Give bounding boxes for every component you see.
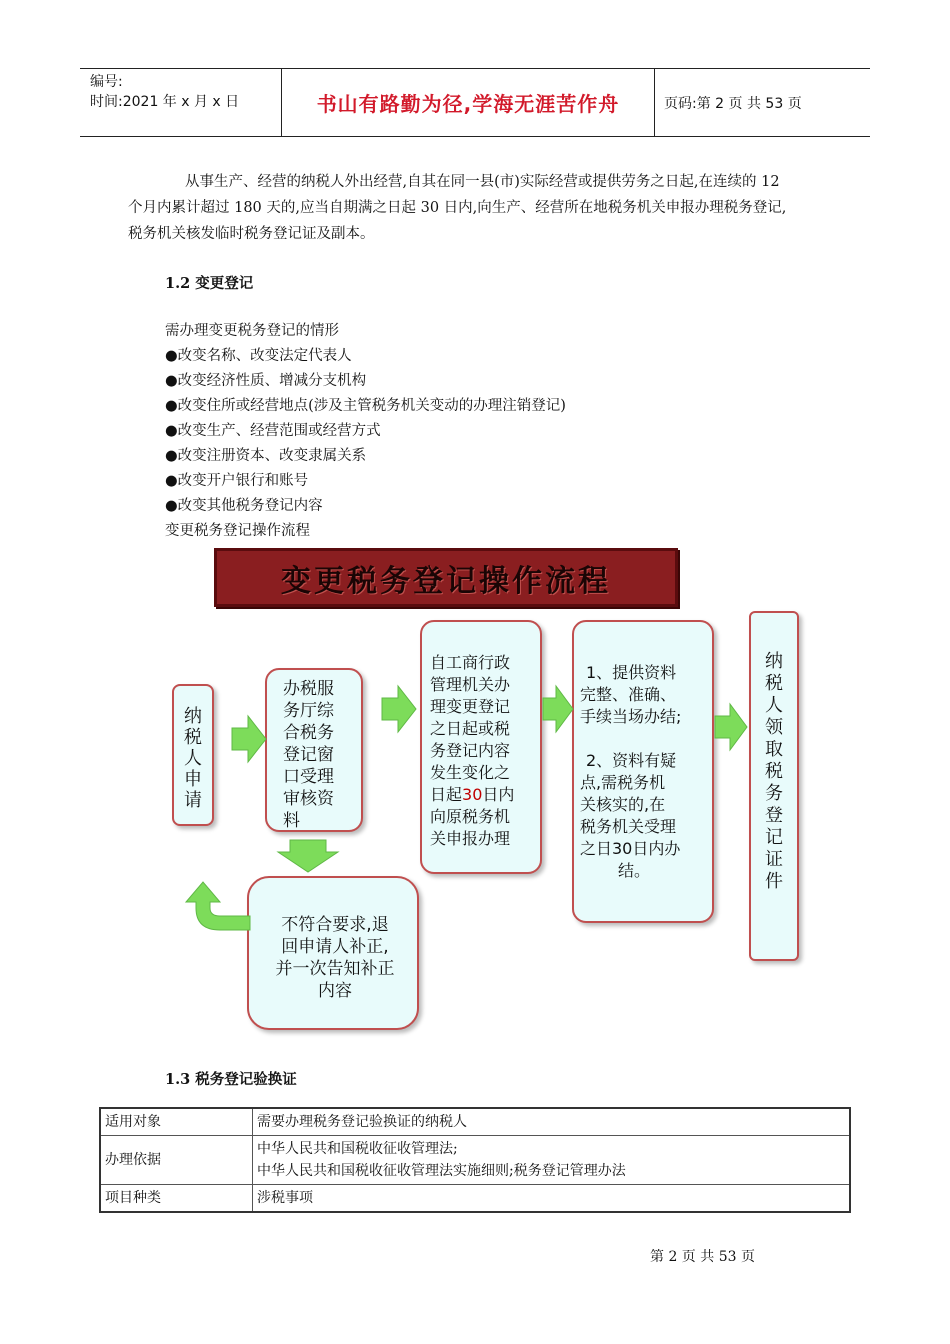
header-top-rule bbox=[80, 68, 870, 69]
page-footer: 第 2 页 共 53 页 bbox=[650, 1249, 755, 1265]
right-arrow-icon bbox=[232, 716, 266, 762]
header-bottom-rule bbox=[80, 136, 870, 137]
flowchart-title: 变更税务登记操作流程 bbox=[281, 563, 611, 599]
flow-text-line: 手续当场办结; bbox=[580, 707, 682, 726]
flow-text-line: 不符合要求,退 bbox=[281, 915, 389, 935]
right-arrow-icon bbox=[382, 686, 416, 732]
flow-box-reject-text bbox=[269, 914, 401, 1002]
flow-text-line: 2、资料有疑 bbox=[586, 751, 677, 770]
table-value-cell bbox=[253, 1136, 851, 1185]
table-value-cell bbox=[253, 1185, 851, 1213]
flow-box-deadline-text bbox=[430, 652, 540, 850]
section-heading: 1.3 税务登记验换证 bbox=[165, 1071, 297, 1088]
flow-box-process-text bbox=[580, 662, 712, 882]
table-value-line: 涉税事项 bbox=[257, 1190, 313, 1206]
list-item: ●改变名称、改变法定代表人 bbox=[165, 348, 352, 364]
flowchart-title-banner bbox=[214, 548, 678, 607]
table-row bbox=[100, 1136, 850, 1185]
doc-number-label: 编号: bbox=[90, 74, 123, 90]
flow-text-line: 税务机关受理 bbox=[580, 817, 677, 836]
flow-text-line: 理变更登记 bbox=[430, 697, 511, 716]
flow-text-line: 日起 bbox=[430, 785, 463, 804]
flow-box-hall-text: 办税服务厅综合税务登记窗口受理审核资料 bbox=[283, 679, 334, 831]
list-item: ●改变生产、经营范围或经营方式 bbox=[165, 423, 381, 439]
renewal-info-table bbox=[99, 1107, 851, 1213]
table-value-line: 中华人民共和国税收征收管理法实施细则;税务登记管理办法 bbox=[257, 1163, 626, 1179]
highlight-number: 30 bbox=[462, 785, 483, 804]
flow-text-line: 管理机关办 bbox=[430, 675, 511, 694]
table-label-cell: 办理依据 bbox=[100, 1136, 253, 1185]
flow-text-line: 1、提供资料 bbox=[586, 663, 677, 682]
table-value-line: 中华人民共和国税收征收管理法; bbox=[257, 1141, 458, 1157]
list-item: ●改变其他税务登记内容 bbox=[165, 498, 323, 514]
flow-caption: 变更税务登记操作流程 bbox=[165, 523, 310, 539]
flow-text-line: 务登记内容 bbox=[430, 741, 511, 760]
flow-text-line: 内容 bbox=[318, 981, 352, 1001]
right-arrow-icon bbox=[715, 704, 747, 750]
flow-box-result-text: 纳税人领取税务登记证件 bbox=[765, 651, 783, 892]
flow-text-line: 回申请人补正, bbox=[281, 937, 389, 957]
header-divider bbox=[654, 68, 655, 136]
flow-box-process bbox=[572, 620, 714, 923]
table-value-cell bbox=[253, 1108, 851, 1136]
return-arrow-icon bbox=[186, 882, 250, 952]
flow-box-apply bbox=[172, 684, 214, 826]
paragraph-line: 个月内累计超过 180 天的,应当自期满之日起 30 日内,向生产、经营所在地税务机关申报办理税务登记, bbox=[128, 200, 787, 216]
right-arrow-icon bbox=[543, 686, 573, 732]
flow-text-line bbox=[580, 728, 712, 750]
table-label-cell: 适用对象 bbox=[100, 1108, 253, 1136]
list-item: ●改变住所或经营地点(涉及主管税务机关变动的办理注销登记) bbox=[165, 398, 566, 414]
flow-text-line: 之日30日内办 bbox=[580, 839, 681, 858]
flow-text-line: 结。 bbox=[618, 861, 651, 880]
flow-text-line: 完整、准确、 bbox=[580, 685, 677, 704]
flow-text-line: 关核实的,在 bbox=[580, 795, 666, 814]
flow-text-line: 关申报办理 bbox=[430, 829, 511, 848]
header-meta bbox=[90, 72, 239, 112]
header-motto: 书山有路勤为径,学海无涯苦作舟 bbox=[316, 92, 620, 116]
flow-box-hall bbox=[265, 668, 363, 832]
paragraph-line: 税务机关核发临时税务登记证及副本。 bbox=[128, 226, 375, 242]
flow-text-line: 点,需税务机 bbox=[580, 773, 666, 792]
doc-date: 时间:2021 年 x 月 x 日 bbox=[90, 94, 240, 110]
flow-box-apply-text: 纳税人申请 bbox=[184, 706, 202, 811]
flow-box-reject bbox=[247, 876, 419, 1030]
flow-text-line: 自工商行政 bbox=[430, 653, 511, 672]
flow-text-line: 日内 bbox=[482, 785, 515, 804]
section-heading: 1.2 变更登记 bbox=[165, 275, 254, 292]
flow-text-line: 之日起或税 bbox=[430, 719, 511, 738]
table-row bbox=[100, 1108, 850, 1136]
down-arrow-icon bbox=[278, 840, 338, 872]
flow-box-deadline bbox=[420, 620, 542, 874]
table-label-cell: 项目种类 bbox=[100, 1185, 253, 1213]
flow-text-line: 向原税务机 bbox=[430, 807, 511, 826]
list-item: ●改变开户银行和账号 bbox=[165, 473, 309, 489]
header-page-info: 页码:第 2 页 共 53 页 bbox=[664, 96, 802, 112]
list-item: ●改变经济性质、增减分支机构 bbox=[165, 373, 367, 389]
table-value-line: 需要办理税务登记验换证的纳税人 bbox=[257, 1114, 467, 1130]
flow-text-line: 发生变化之 bbox=[430, 763, 511, 782]
list-intro: 需办理变更税务登记的情形 bbox=[165, 323, 339, 339]
flow-box-result bbox=[749, 611, 799, 961]
list-item: ●改变注册资本、改变隶属关系 bbox=[165, 448, 367, 464]
paragraph-line: 从事生产、经营的纳税人外出经营,自其在同一县(市)实际经营或提供劳务之日起,在连续的 12 bbox=[185, 174, 780, 190]
table-row bbox=[100, 1185, 850, 1213]
flow-text-line: 并一次告知补正 bbox=[275, 959, 395, 979]
